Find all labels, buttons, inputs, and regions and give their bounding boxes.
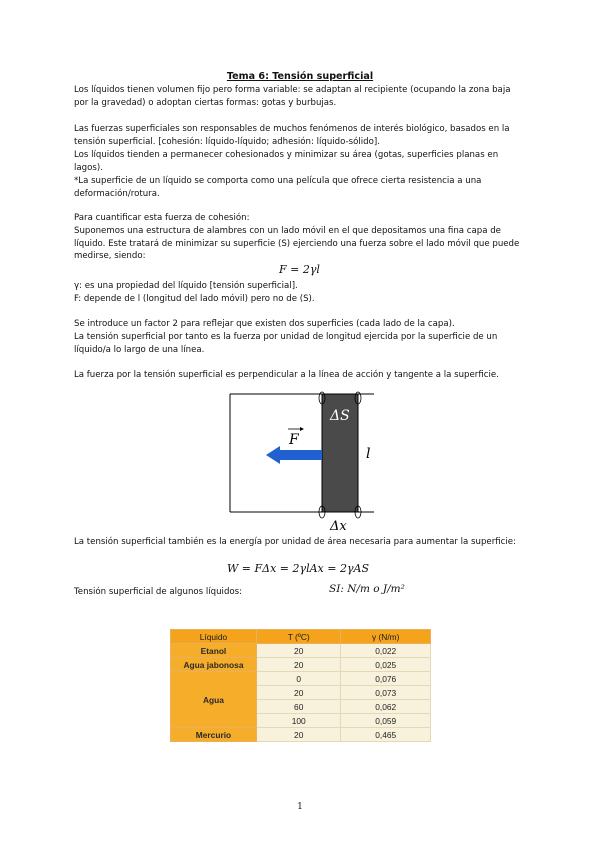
table-row [171,644,431,658]
gamma-cell: 0,073 [341,686,431,700]
delta-x-label: Δx [330,519,347,534]
gamma-cell: 0,022 [341,644,431,658]
quantify-heading: Para cuantificar esta fuerza de cohesión: [74,213,250,223]
length-label: l [366,446,371,462]
table-row [171,658,431,672]
energy-formula: W = FΔx = 2γlAx = 2γAS [227,562,370,575]
header-gamma: γ (N/m) [341,630,431,644]
liquid-cell: Etanol [171,644,257,658]
force-arrow [266,446,322,464]
page-title: Tema 6: Tensión superficial [226,71,374,82]
wire-frame-diagram [226,388,386,536]
some-liquids-label: Tensión superficial de algunos líquidos: [74,587,243,597]
delta-s-label: ΔS [330,408,350,424]
header-temperature: T (ºC) [256,630,341,644]
temperature-cell: 0 [256,672,341,686]
liquid-cell: Agua jabonosa [171,658,257,672]
temperature-cell: 20 [256,644,341,658]
quantify-paragraph: Suponemos una estructura de alambres con un lado móvil en el que depositamos una fina capa de líquido. Este tratará de minimizar su superficie (S) ejerciendo una fuerza sobre el lado móvil que puede medirse, siendo: [74,226,520,262]
factor-two-paragraph: Se introduce un factor 2 para reflejar que existen dos superficies (cada lado de la capa). [74,319,455,329]
energy-paragraph: La tensión superficial también es la energía por unidad de área necesaria para aumentar la superficie: [74,537,516,547]
temperature-cell: 100 [256,714,341,728]
table-row [171,672,431,686]
cohesion-paragraph: Los líquidos tienden a permanecer cohesionados y minimizar su área (gotas, superficies planas en lagos). [74,150,499,173]
table-row [171,728,431,742]
force-label: F [289,432,299,448]
per-length-paragraph: La tensión superficial por tanto es la fuerza por unidad de longitud ejercida por la superficie de un líquido/a lo largo de una línea. [74,332,498,355]
temperature-cell: 20 [256,686,341,700]
si-units: SI: N/m o J/m² [329,583,405,595]
perpendicular-paragraph: La fuerza por la tensión superficial es perpendicular a la línea de acción y tangente a la superficie. [74,370,499,380]
gamma-definition: γ: es una propiedad del líquido [tensión superficial]. [74,281,298,291]
gamma-cell: 0,062 [341,700,431,714]
gamma-cell: 0,059 [341,714,431,728]
force-formula: F = 2γl [279,263,320,276]
gamma-cell: 0,025 [341,658,431,672]
page-number: 1 [297,802,303,812]
liquid-cell: Agua [171,672,257,728]
film-paragraph: *La superficie de un líquido se comporta como una película que ofrece cierta resistencia a una deformación/rotura. [74,176,482,199]
gamma-cell: 0,076 [341,672,431,686]
temperature-cell: 20 [256,658,341,672]
gamma-cell: 0,465 [341,728,431,742]
temperature-cell: 60 [256,700,341,714]
intro-paragraph: Los líquidos tienen volumen fijo pero forma variable: se adaptan al recipiente (ocupando la zona baja por la gravedad) o adoptan ciertas formas: gotas y burbujas. [74,85,511,108]
liquid-cell: Mercurio [171,728,257,742]
forces-paragraph: Las fuerzas superficiales son responsables de muchos fenómenos de interés biológico, basados en la tensión superficial. [cohesión: líquido-líquido; adhesión: líquido-sólido]. [74,124,510,147]
force-definition: F: depende de l (longitud del lado móvil) pero no de (S). [74,294,315,304]
surface-tension-table [170,629,431,742]
temperature-cell: 20 [256,728,341,742]
vector-bar-tip [300,427,304,431]
table-header-row [171,630,431,644]
header-liquid: Líquido [171,630,257,644]
